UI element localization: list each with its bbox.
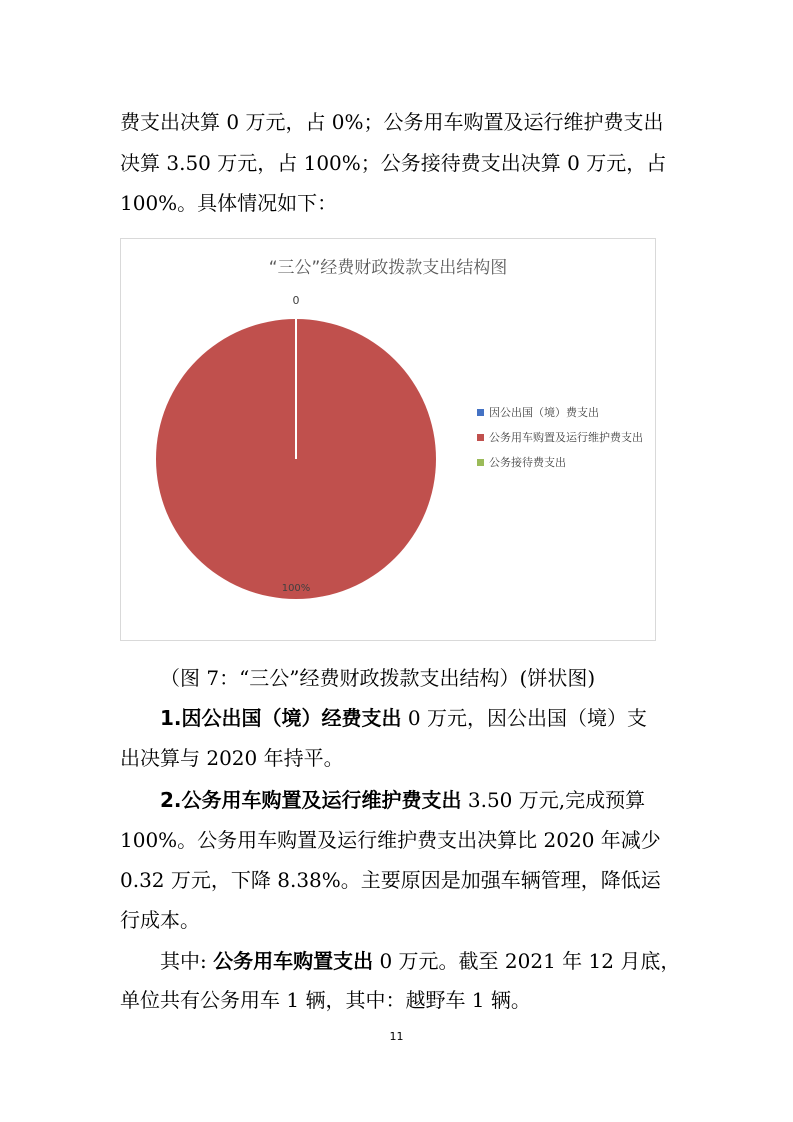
legend-item xyxy=(477,455,647,470)
data-label: 0 xyxy=(292,294,300,307)
paragraph-line xyxy=(160,788,645,812)
pie-chart xyxy=(120,238,656,641)
data-label: 100% xyxy=(281,583,311,594)
paragraph-line xyxy=(160,706,647,730)
page-number: 11 xyxy=(389,1030,404,1043)
section-heading: 1.因公出国（境）经费支出 xyxy=(160,706,402,730)
legend-item xyxy=(477,430,647,445)
paragraph-line xyxy=(160,949,680,973)
paragraph-line: 100%。具体情况如下： xyxy=(120,191,338,215)
paragraph-line: 行成本。 xyxy=(120,908,200,932)
section-text: 3.50 万元,完成预算 xyxy=(461,788,646,812)
legend-swatch xyxy=(477,459,484,466)
paragraph-line: 0.32 万元，下降 8.38%。主要原因是加强车辆管理，降低运 xyxy=(120,868,661,892)
legend-label: 因公出国（境）费支出 xyxy=(489,406,599,419)
paragraph-line: 费支出决算 0 万元，占 0%；公务用车购置及运行维护费支出 xyxy=(120,110,664,134)
paragraph-line: 单位共有公务用车 1 辆，其中：越野车 1 辆。 xyxy=(120,988,531,1012)
section-heading: 2.公务用车购置及运行维护费支出 xyxy=(160,788,462,812)
legend-label: 公务接待费支出 xyxy=(489,456,566,469)
legend-swatch xyxy=(477,434,484,441)
section-text: 0 万元。截至 2021 年 12 月底， xyxy=(373,949,681,973)
chart-legend xyxy=(477,405,647,480)
chart-title: “三公”经费财政拨款支出结构图 xyxy=(268,258,508,278)
paragraph-line: 决算 3.50 万元，占 100%；公务接待费支出决算 0 万元，占 xyxy=(120,151,667,175)
section-heading: 公务用车购置支出 xyxy=(213,949,374,973)
section-text: 其中: xyxy=(160,949,214,973)
legend-item xyxy=(477,405,647,420)
legend-label: 公务用车购置及运行维护费支出 xyxy=(489,431,643,444)
paragraph-line: 出决算与 2020 年持平。 xyxy=(120,746,344,770)
legend-swatch xyxy=(477,409,484,416)
paragraph-line: 100%。公务用车购置及运行维护费支出决算比 2020 年减少 xyxy=(120,828,661,852)
figure-caption: （图 7：“三公”经费财政拨款支出结构）(饼状图) xyxy=(160,666,596,690)
section-text: 0 万元，因公出国（境）支 xyxy=(401,706,647,730)
